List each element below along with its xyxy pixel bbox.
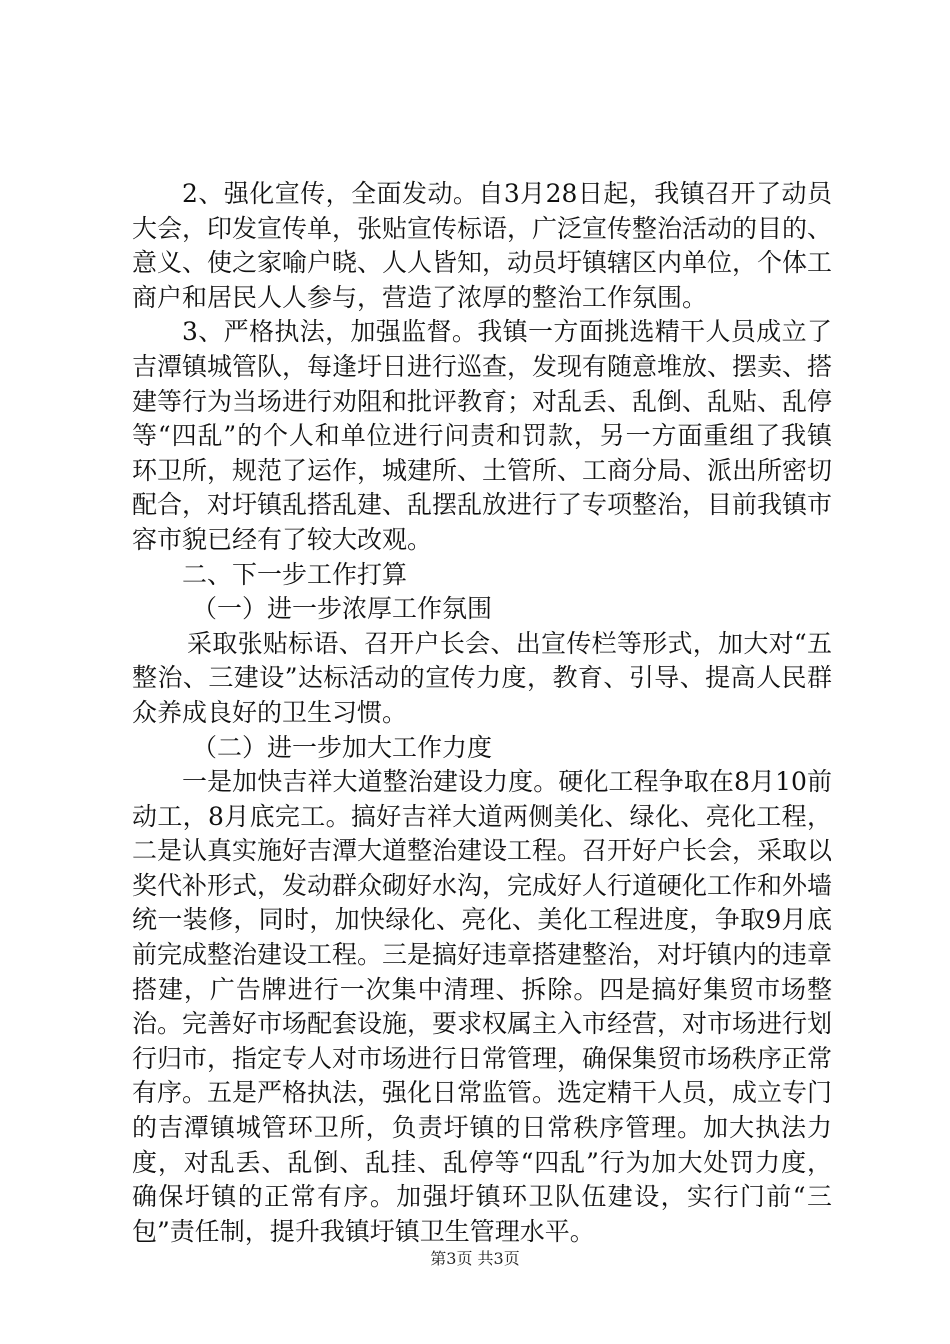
document-body [132,177,832,1249]
paragraph-atmosphere: 采取张贴标语、召开户长会、出宣传栏等形式，加大对“五整治、三建设”达标活动的宣传力度，教育、引导、提高人民群众养成良好的卫生习惯。 [132,628,832,727]
paragraph-enforcement: 3、严格执法，加强监督。我镇一方面挑选精干人员成立了吉潭镇城管队，每逢圩日进行巡查，发现有随意堆放、摆卖、搭建等行为当场进行劝阻和批评教育；对乱丢、乱倒、乱贴、乱停等“四乱”的个人和单位进行问责和罚款，另一方面重组了我镇环卫所，规范了运作，城建所、土管所、工商分局、派出所密切配合，对圩镇乱搭乱建、乱摆乱放进行了专项整治，目前我镇市容市貌已经有了较大改观。 [132,317,833,554]
paragraph-publicity: 2、强化宣传，全面发动。自3月28日起，我镇召开了动员大会，印发宣传单，张贴宣传标语，广泛宣传整治活动的目的、意义、使之家喻户晓、人人皆知，动员圩镇辖区内单位，个体工商户和居民人人参与，营造了浓厚的整治工作氛围。 [132,179,833,312]
subheading-atmosphere: （一）进一步浓厚工作氛围 [192,594,493,624]
paragraph-intensity: 一是加快吉祥大道整治建设力度。硬化工程争取在8月10前动工，8月底完工。搞好吉祥大道两侧美化、绿化、亮化工程，二是认真实施好吉潭大道整治建设工程。召开好户长会，采取以奖代补形式，发动群众砌好水沟，完成好人行道硬化工作和外墙统一装修，同时，加快绿化、亮化、美化工程进度，争取9月底前完成整治建设工程。三是搞好违章搭建整治，对圩镇内的违章搭建，广告牌进行一次集中清理、拆除。四是搞好集贸市场整治。完善好市场配套设施，要求权属主入市经营，对市场进行划行归市，指定专人对市场进行日常管理，确保集贸市场秩序正常有序。五是严格执法，强化日常监管。选定精干人员，成立专门的吉潭镇城管环卫所，负责圩镇的日常秩序管理。加大执法力度，对乱丢、乱倒、乱挂、乱停等“四乱”行为加大处罚力度，确保圩镇的正常有序。加强圩镇环卫队伍建设，实行门前“三包”责任制，提升我镇圩镇卫生管理水平。 [132,767,833,1246]
subheading-intensity: （二）进一步加大工作力度 [192,732,493,762]
section-heading-next-steps: 二、下一步工作打算 [182,559,408,589]
page-footer: 第3页 共3页 [430,1249,520,1268]
